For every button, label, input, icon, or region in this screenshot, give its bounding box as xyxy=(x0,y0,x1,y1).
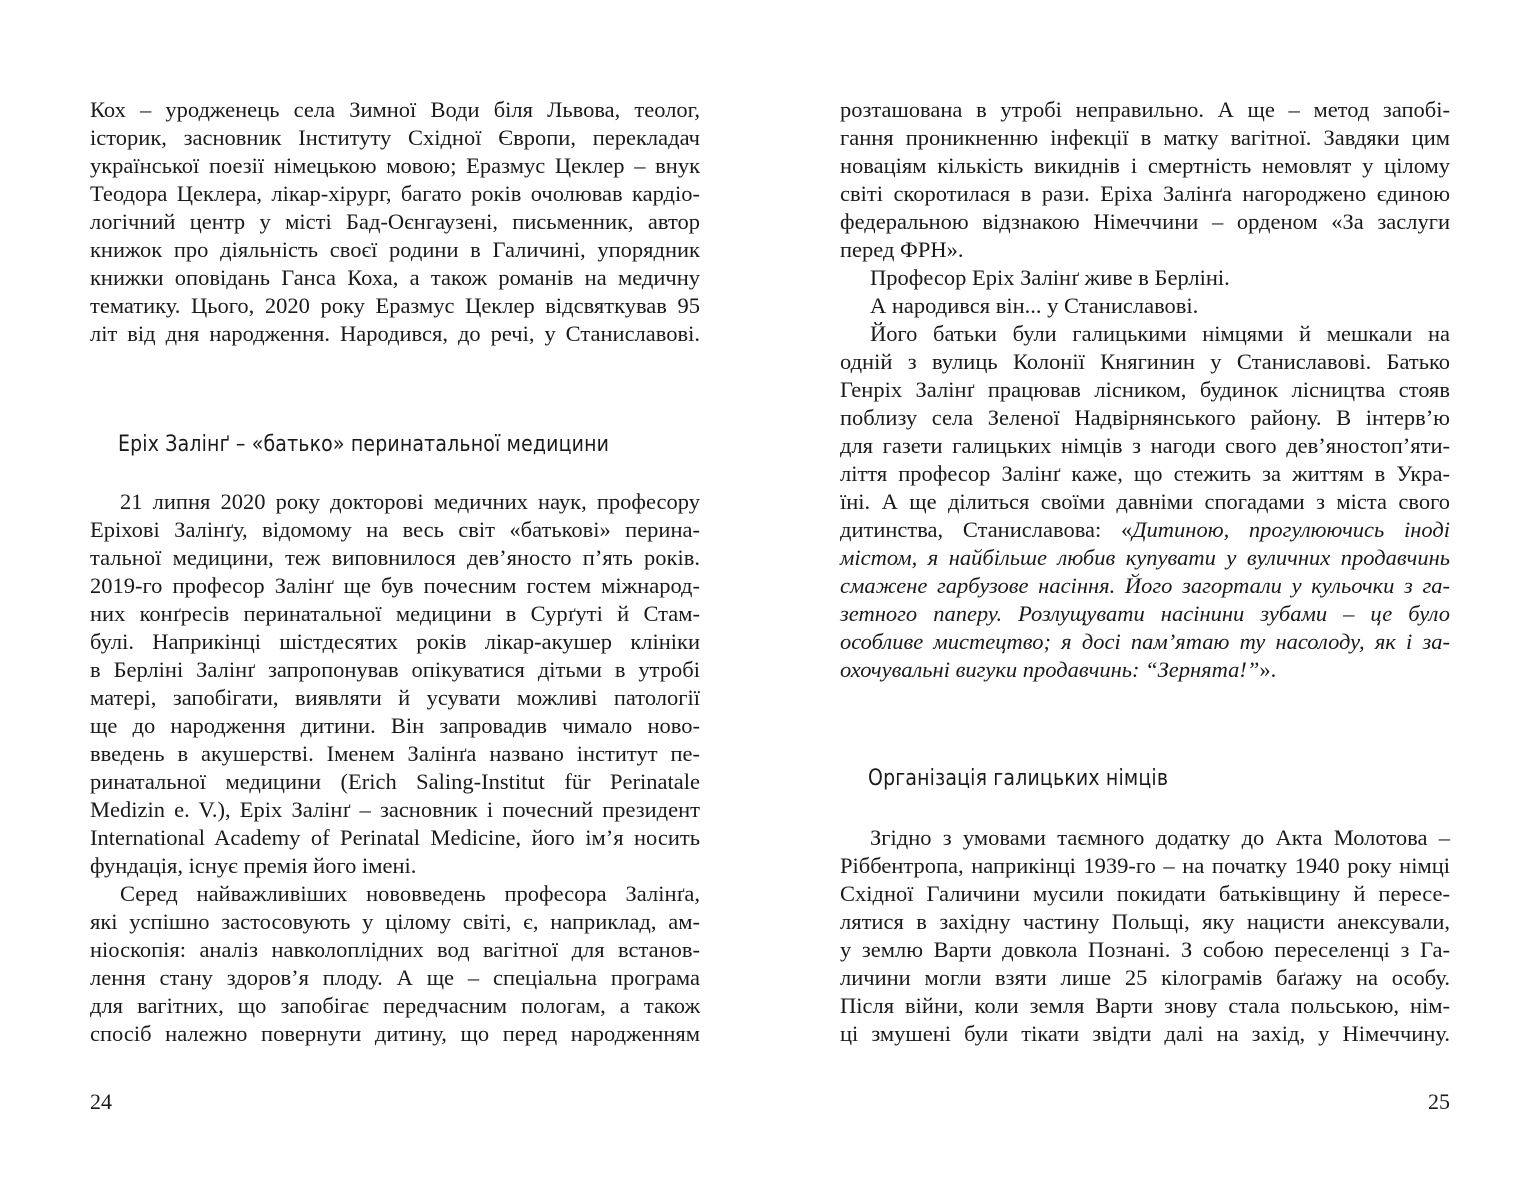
text-line: булі. Наприкінці шістдесятих років лікар-акушер клініки xyxy=(90,629,700,654)
text-line: лення стану здоров’я плоду. А ще – спеціальна програма xyxy=(90,965,700,990)
text-line: української поезії німецькою мовою; Еразмус Цеклер – внук xyxy=(90,153,700,178)
text-line: книжок про діяльність своєї родини в Галичині, упорядник xyxy=(90,237,700,262)
text-line xyxy=(840,600,1450,628)
text-line: спосіб належно повернути дитину, що перед народженням xyxy=(90,1021,700,1046)
text-line: Східної Галичини мусили покидати батьківщину й пересе- xyxy=(840,881,1450,906)
quote-span: смажене гарбузове насіння. Його загортали у кульочки з га- xyxy=(840,573,1450,598)
text-line xyxy=(840,544,1450,572)
text-line: Medizin e. V.), Еріх Залінґ – засновник і почесний президент xyxy=(90,797,700,822)
quote-span: охочувальні вигуки продавчинь: “Зернята!” xyxy=(840,657,1260,682)
text-line: історик, засновник Інституту Східної Європи, перекладач xyxy=(90,125,700,150)
text-line: новаціям кількість викиднів і смертність немовлят у цілому xyxy=(840,153,1450,178)
text-line: Серед найважливіших нововведень професора Залінґа, xyxy=(120,881,700,906)
page-number-right: 25 xyxy=(1428,1089,1450,1114)
text-line: них конґресів перинатальної медицини в Сурґуті й Стам- xyxy=(90,601,700,626)
text-line: перед ФРН». xyxy=(840,237,964,262)
text-line: лятися в західну частину Польщі, яку нацисти анексували, xyxy=(840,909,1450,934)
text-line: Генріх Залінґ працював лісником, будинок лісництва стояв xyxy=(840,377,1450,402)
text-line: ліття професор Залінґ каже, що стежить за життям в Укра- xyxy=(840,461,1450,486)
text-line: у землю Варти довкола Познані. З собою переселенці з Га- xyxy=(840,937,1450,962)
text-line: ще до народження дитини. Він запровадив чимало ново- xyxy=(90,713,700,738)
text-line: International Academy of Perinatal Medicine, його ім’я носить xyxy=(90,825,700,850)
text-line: логічний центр у місті Бад-Оєнгаузені, письменник, автор xyxy=(90,209,700,234)
text-line: одній з вулиць Колонії Княгинин у Станиславові. Батько xyxy=(840,349,1450,374)
text-line: Еріхові Залінґу, відомому на весь світ «батькові» перина- xyxy=(90,517,700,542)
text-line: їні. А ще ділиться своїми давніми спогадами з міста свого xyxy=(840,489,1450,514)
quote-span: особливе мистецтво; я досі пам’ятаю ту насолоду, як і за- xyxy=(840,629,1450,654)
text-line: ці змушені були тікати звідти далі на захід, у Німеччину. xyxy=(840,1021,1450,1046)
text-line: федеральною відзнакою Німеччини – орденом «За заслуги xyxy=(840,209,1450,234)
text-span: дитинства, Станиславова: « xyxy=(840,517,1133,542)
quote-span: містом, я найбільше любив купувати у вуличних продавчинь xyxy=(840,545,1450,570)
text-line: гання проникненню інфекції в матку вагітної. Завдяки цим xyxy=(840,125,1450,150)
text-line: Його батьки були галицькими німцями й мешкали на xyxy=(870,321,1450,346)
left-page xyxy=(90,0,700,1182)
text-line: Кох – уродженець села Зимної Води біля Львова, теолог, xyxy=(90,97,700,122)
text-line: тальної медицини, теж виповнилося дев’яносто п’ять років. xyxy=(90,545,700,570)
text-line: матері, запобігати, виявляти й усувати можливі патології xyxy=(90,685,700,710)
section-heading-saling: Еріх Залінґ – «батько» перинатальної медицини xyxy=(118,432,610,457)
text-line: Ріббентропа, наприкінці 1939-го – на початку 1940 року німці xyxy=(840,853,1450,878)
text-line xyxy=(840,572,1450,600)
text-line: введень в акушерстві. Іменем Залінґа названо інститут пе- xyxy=(90,741,700,766)
text-line: Професор Еріх Залінґ живе в Берліні. xyxy=(870,265,1230,290)
text-span: ». xyxy=(1259,657,1277,682)
text-line xyxy=(840,628,1450,656)
text-line: тематику. Цього, 2020 року Еразмус Цеклер відсвяткував 95 xyxy=(90,293,700,318)
text-line: Згідно з умовами таємного додатку до Акта Молотова – xyxy=(870,825,1450,850)
text-line: книжки оповідань Ганса Коха, а також романів на медичну xyxy=(90,265,700,290)
text-line: Після війни, коли земля Варти знову стала польською, нім- xyxy=(840,993,1450,1018)
right-page xyxy=(840,0,1450,1182)
text-line xyxy=(840,516,1450,544)
text-line: А народився він... у Станиславові. xyxy=(870,293,1199,318)
text-line: 2019-го професор Залінґ ще був почесним гостем міжнарод- xyxy=(90,573,700,598)
text-line: личини могли взяти лише 25 кілограмів баґажу на особу. xyxy=(840,965,1450,990)
text-line: в Берліні Залінґ запропонував опікуватися дітьми в утробі xyxy=(90,657,700,682)
text-line: літ від дня народження. Народився, до речі, у Станиславові. xyxy=(90,321,700,346)
text-line xyxy=(840,656,1450,684)
text-line: для газети галицьких німців з нагоди свого дев’яностоп’яти- xyxy=(840,433,1450,458)
text-line: фундація, існує премія його імені. xyxy=(90,853,417,878)
text-line: світі скоротилася в рази. Еріха Залінґа нагороджено єдиною xyxy=(840,181,1450,206)
text-line: розташована в утробі неправильно. А ще – метод запобі- xyxy=(840,97,1450,122)
quote-span: Дитиною, прогулюючись іноді xyxy=(1132,517,1450,542)
text-line: 21 липня 2020 року докторові медичних наук, професору xyxy=(120,489,700,514)
text-line: Теодора Цеклера, лікар-хірург, багато років очолював кардіо- xyxy=(90,181,700,206)
text-line: поблизу села Зеленої Надвірнянського району. В інтерв’ю xyxy=(840,405,1450,430)
text-line: які успішно застосовують у цілому світі, є, наприклад, ам- xyxy=(90,909,700,934)
text-line: для вагітних, що запобігає передчасним пологам, а також xyxy=(90,993,700,1018)
page-number-left: 24 xyxy=(90,1089,112,1114)
text-line: ринатальної медицини (Erich Saling-Institut für Perinatale xyxy=(90,769,700,794)
text-line: ніоскопія: аналіз навколоплідних вод вагітної для встанов- xyxy=(90,937,700,962)
quote-span: зетного паперу. Розлущувати насінини зубами – це було xyxy=(840,601,1450,626)
section-heading-organization: Організація галицьких німців xyxy=(868,766,1169,791)
